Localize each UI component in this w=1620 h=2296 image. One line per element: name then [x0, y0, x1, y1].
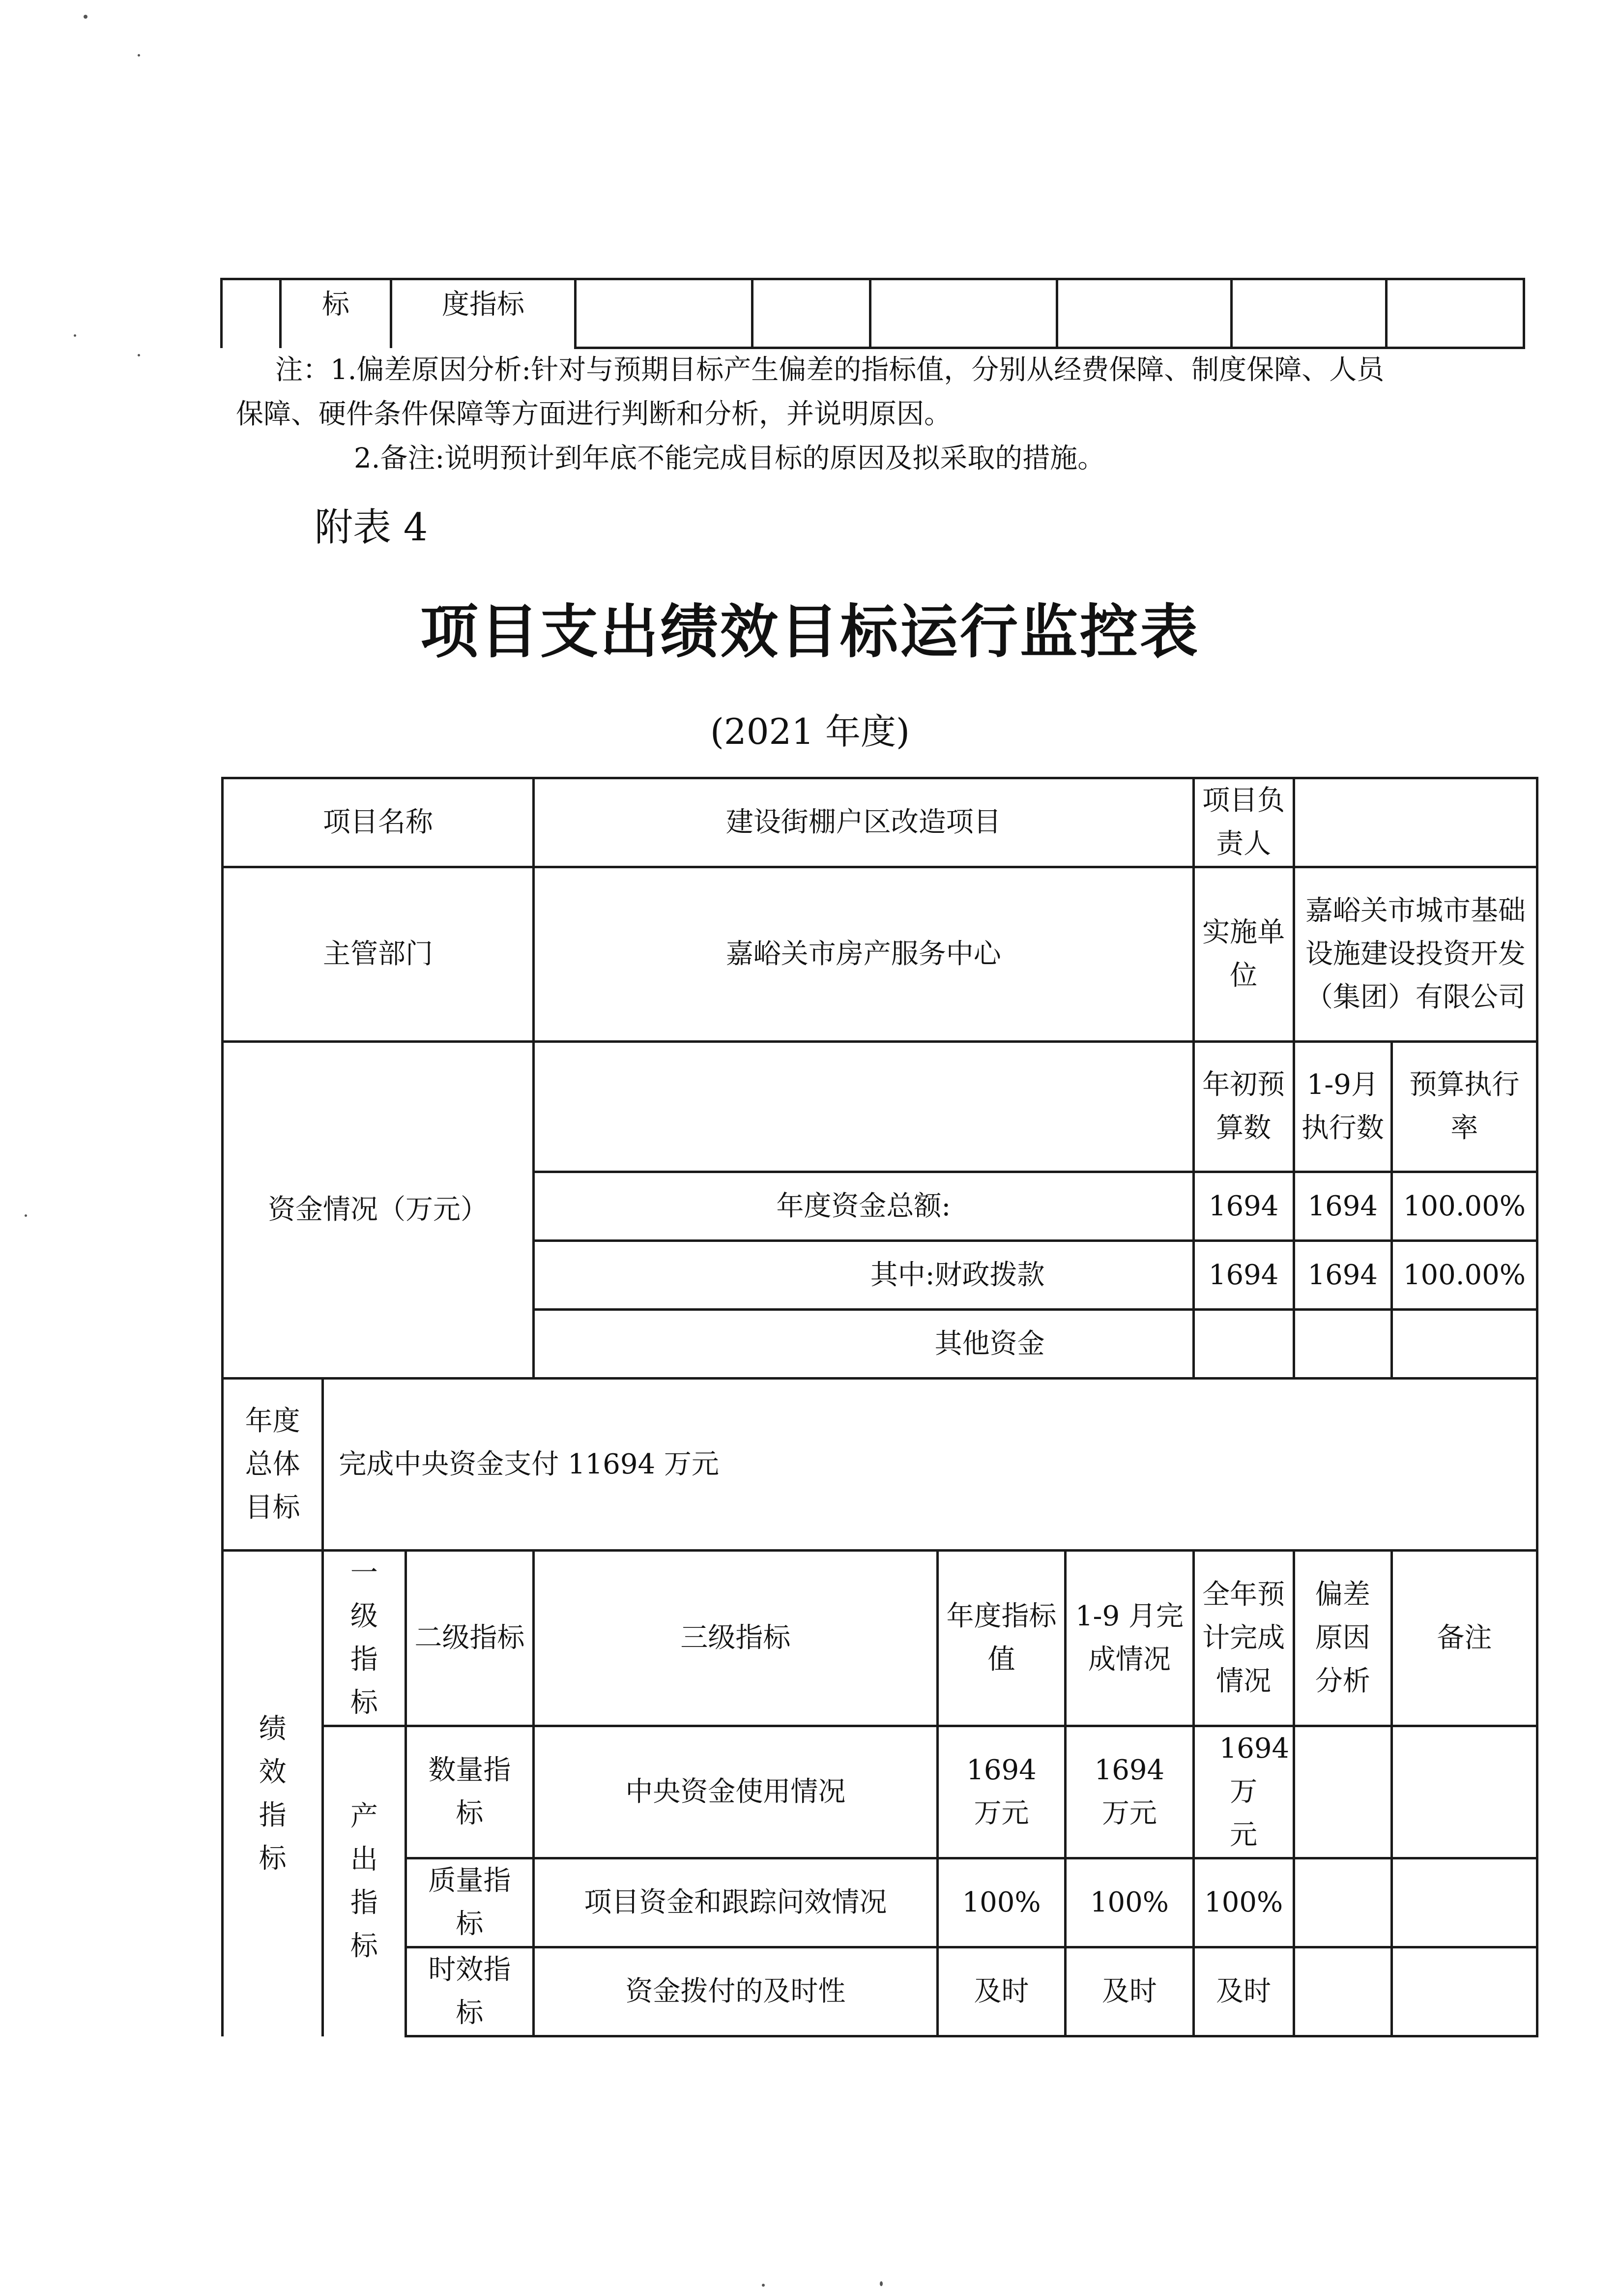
- fiscal-exec: 1694: [1294, 1241, 1391, 1310]
- top-cell: [752, 279, 870, 348]
- header-level1: 一级指标: [323, 1551, 405, 1726]
- impl-label: 实施单位: [1193, 867, 1294, 1042]
- header-done: 1-9 月完成情况: [1066, 1551, 1193, 1726]
- perf-label: 绩效指标: [223, 1551, 323, 2036]
- output-label: 产出指标: [323, 1726, 405, 2036]
- row-target: 100%: [937, 1858, 1065, 1947]
- scan-speck: [25, 1214, 27, 1217]
- top-table-fragment: [220, 278, 1525, 349]
- goal-text: 完成中央资金支付 11694 万元: [323, 1379, 1537, 1551]
- page-subtitle: (2021 年度): [710, 711, 910, 752]
- header-target: 年度指标值: [937, 1551, 1065, 1726]
- note-1-line-1: 注：1.偏差原因分析:针对与预期目标产生偏差的指标值，分别从经费保障、制度保障、人员: [275, 354, 1385, 386]
- total-rate: 100.00%: [1391, 1172, 1537, 1241]
- top-cell: [1387, 279, 1524, 348]
- row-level3: 资金拨付的及时性: [533, 1947, 937, 2036]
- other-funds-rate: [1391, 1310, 1537, 1379]
- total-exec: 1694: [1294, 1172, 1391, 1241]
- other-funds-exec: [1294, 1310, 1391, 1379]
- row-done: 100%: [1066, 1858, 1193, 1947]
- appendix-label: 附表 4: [315, 505, 428, 550]
- other-funds-label: 其他资金: [533, 1310, 1193, 1379]
- top-cell-biao: 标: [281, 279, 391, 348]
- scan-speck: [880, 2281, 883, 2286]
- top-cell-du: 度指标: [391, 279, 576, 348]
- goal-label: 年度总体目标: [223, 1379, 323, 1551]
- row-reason: [1294, 1858, 1391, 1947]
- header-note: 备注: [1391, 1551, 1537, 1726]
- project-name-label: 项目名称: [223, 778, 534, 867]
- row-done: 1694 万元: [1066, 1726, 1193, 1858]
- row-reason: [1294, 1947, 1391, 2036]
- top-cell-empty: [222, 279, 281, 348]
- header-reason: 偏差原因分析: [1294, 1551, 1391, 1726]
- page-title: 项目支出绩效目标运行监控表: [420, 598, 1200, 666]
- scan-speck: [138, 354, 140, 356]
- dept-value: 嘉峪关市房产服务中心: [533, 867, 1193, 1042]
- row-note: [1391, 1858, 1537, 1947]
- row-level3: 项目资金和跟踪问效情况: [533, 1858, 937, 1947]
- fund-label: 资金情况（万元）: [223, 1042, 534, 1379]
- scan-speck: [762, 2284, 765, 2287]
- header-level2: 二级指标: [405, 1551, 533, 1726]
- top-cell: [576, 279, 752, 348]
- col-exec: 1-9月执行数: [1294, 1042, 1391, 1172]
- header-forecast: 全年预计完成情况: [1193, 1551, 1294, 1726]
- fiscal-rate: 100.00%: [1391, 1241, 1537, 1310]
- impl-value: 嘉峪关市城市基础设施建设投资开发（集团）有限公司: [1294, 867, 1537, 1042]
- total-budget: 1694: [1193, 1172, 1294, 1241]
- fiscal-budget: 1694: [1193, 1241, 1294, 1310]
- row-forecast: 1694万元: [1193, 1726, 1294, 1858]
- note-1-line-2: 保障、硬件条件保障等方面进行判断和分析，并说明原因。: [236, 398, 952, 430]
- row-target: 及时: [937, 1947, 1065, 2036]
- row-note: [1391, 1726, 1537, 1858]
- owner-value: [1294, 778, 1537, 867]
- top-cell: [870, 279, 1057, 348]
- scan-speck: [84, 15, 87, 19]
- row-forecast: 100%: [1193, 1858, 1294, 1947]
- row-level2: 时效指标: [405, 1947, 533, 2036]
- owner-label: 项目负责人: [1193, 778, 1294, 867]
- row-done: 及时: [1066, 1947, 1193, 2036]
- performance-table: [221, 777, 1538, 2037]
- col-rate: 预算执行率: [1391, 1042, 1537, 1172]
- row-target: 1694万元: [937, 1726, 1065, 1858]
- other-funds-budget: [1193, 1310, 1294, 1379]
- top-cell: [1057, 279, 1232, 348]
- col-budget: 年初预算数: [1193, 1042, 1294, 1172]
- header-level3: 三级指标: [533, 1551, 937, 1726]
- row-level2: 数量指标: [405, 1726, 533, 1858]
- total-label: 年度资金总额:: [533, 1172, 1193, 1241]
- project-name-value: 建设街棚户区改造项目: [533, 778, 1193, 867]
- top-cell: [1232, 279, 1387, 348]
- row-forecast: 及时: [1193, 1947, 1294, 2036]
- scan-speck: [138, 54, 140, 57]
- row-level2: 质量指标: [405, 1858, 533, 1947]
- row-reason: [1294, 1726, 1391, 1858]
- dept-label: 主管部门: [223, 867, 534, 1042]
- scan-speck: [74, 334, 76, 337]
- row-note: [1391, 1947, 1537, 2036]
- fiscal-label: 其中:财政拨款: [533, 1241, 1193, 1310]
- note-2: 2.备注:说明预计到年底不能完成目标的原因及拟采取的措施。: [354, 442, 1105, 474]
- fund-blank: [533, 1042, 1193, 1172]
- row-level3: 中央资金使用情况: [533, 1726, 937, 1858]
